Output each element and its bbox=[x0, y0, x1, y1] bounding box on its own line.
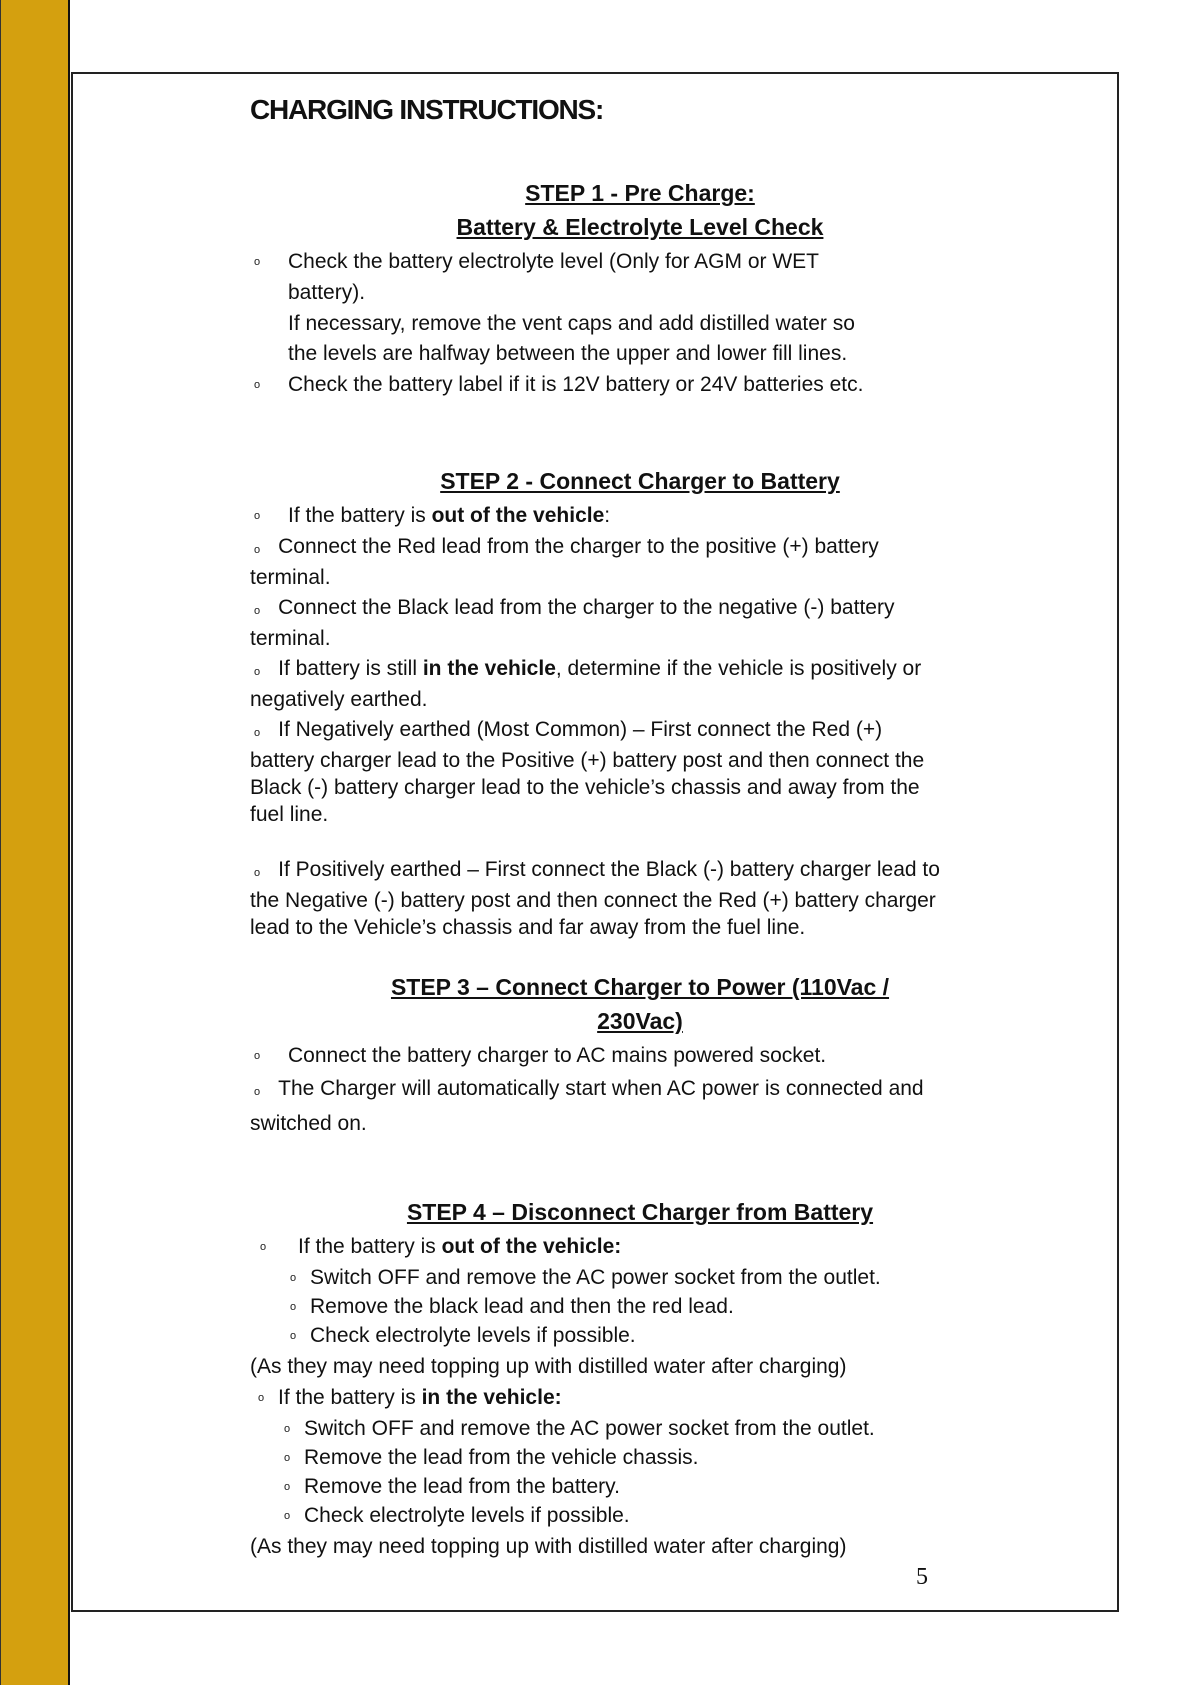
text-span: If battery is still bbox=[278, 657, 423, 680]
list-item bbox=[250, 502, 950, 529]
note-text: (As they may need topping up with distilled water after charging) bbox=[250, 1355, 847, 1378]
list-item bbox=[250, 1322, 950, 1349]
bullet-icon: o bbox=[254, 1050, 261, 1062]
text-line: Check the battery electrolyte level (Only for AGM or WET bbox=[288, 250, 820, 273]
bullet-icon: o bbox=[254, 867, 261, 879]
step-3-section bbox=[250, 970, 950, 1140]
text-span: Remove the lead from the battery. bbox=[304, 1475, 620, 1498]
side-accent-bar bbox=[0, 0, 70, 1685]
text-span: If Negatively earthed (Most Common) – First connect the Red (+) battery charger lead to the Positive (+) battery post and then connect the Black (-) battery charger lead to the vehicle’s chassis and away from the fuel line. bbox=[250, 718, 925, 826]
list-item bbox=[250, 1473, 950, 1500]
instructions-content bbox=[250, 88, 950, 1564]
bullet-icon: o bbox=[254, 1086, 261, 1098]
bullet-icon: o bbox=[254, 510, 261, 522]
list-item bbox=[250, 1264, 950, 1291]
list-item bbox=[250, 655, 950, 713]
bullet-icon: o bbox=[290, 1272, 297, 1284]
list-item bbox=[250, 1233, 950, 1260]
bullet-icon: o bbox=[254, 379, 261, 391]
list-item bbox=[250, 1415, 950, 1442]
list-item bbox=[250, 1444, 950, 1471]
bullet-icon: o bbox=[254, 727, 261, 739]
step-4-title: STEP 4 – Disconnect Charger from Battery bbox=[406, 1199, 874, 1225]
text-span: Switch OFF and remove the AC power socket from the outlet. bbox=[310, 1266, 881, 1289]
text-span: : bbox=[604, 504, 611, 527]
text-span: If the battery is bbox=[288, 504, 432, 527]
list-item bbox=[250, 1384, 950, 1411]
list-item bbox=[250, 594, 950, 652]
list-item bbox=[250, 248, 950, 367]
step-1-title: STEP 1 - Pre Charge: bbox=[525, 180, 755, 206]
list-item bbox=[250, 1073, 950, 1140]
list-item bbox=[250, 1293, 950, 1320]
list-item bbox=[250, 716, 950, 828]
text-span: , determine if the vehicle is positively or negatively earthed. bbox=[250, 657, 922, 711]
bullet-icon: o bbox=[254, 666, 261, 678]
note-text: (As they may need topping up with distilled water after charging) bbox=[250, 1535, 847, 1558]
text-span: Connect the battery charger to AC mains powered socket. bbox=[288, 1044, 827, 1067]
text-bold: in the vehicle bbox=[422, 657, 556, 680]
step-2-title: STEP 2 - Connect Charger to Battery bbox=[440, 468, 840, 494]
list-item bbox=[250, 371, 950, 398]
bullet-icon: o bbox=[254, 605, 261, 617]
text-span: Check electrolyte levels if possible. bbox=[304, 1504, 630, 1527]
text-span: The Charger will automatically start when AC power is connected and switched on. bbox=[250, 1077, 924, 1135]
text-span: Connect the Red lead from the charger to the positive (+) battery terminal. bbox=[250, 535, 879, 589]
step-2-section bbox=[250, 464, 950, 941]
step-4-section bbox=[250, 1195, 950, 1560]
text-span: If the battery is bbox=[298, 1235, 442, 1258]
text-bold: in the vehicle: bbox=[421, 1386, 562, 1409]
bullet-icon: o bbox=[284, 1510, 291, 1522]
bullet-icon: o bbox=[284, 1423, 291, 1435]
text-span: Check electrolyte levels if possible. bbox=[310, 1324, 636, 1347]
bullet-icon: o bbox=[284, 1481, 291, 1493]
bullet-icon: o bbox=[290, 1330, 297, 1342]
page-title: CHARGING INSTRUCTIONS: bbox=[250, 94, 604, 125]
list-item bbox=[250, 1042, 950, 1069]
bullet-icon: o bbox=[290, 1301, 297, 1313]
step-3-title: STEP 3 – Connect Charger to Power (110Vac / bbox=[390, 974, 890, 1000]
step-1-subtitle: Battery & Electrolyte Level Check bbox=[456, 214, 824, 240]
text-line: Check the battery label if it is 12V battery or 24V batteries etc. bbox=[288, 373, 864, 396]
text-span: Remove the lead from the vehicle chassis. bbox=[304, 1446, 699, 1469]
step-3-title-cont: 230Vac) bbox=[597, 1008, 683, 1034]
text-line: battery). bbox=[288, 281, 366, 304]
bullet-icon: o bbox=[258, 1392, 265, 1404]
text-line: the levels are halfway between the upper and lower fill lines. bbox=[288, 342, 848, 365]
bullet-icon: o bbox=[254, 256, 261, 268]
bullet-icon: o bbox=[284, 1452, 291, 1464]
text-span: Connect the Black lead from the charger to the negative (-) battery terminal. bbox=[250, 596, 895, 650]
list-item bbox=[250, 1502, 950, 1529]
list-item bbox=[250, 533, 950, 591]
text-span: If Positively earthed – First connect the Black (-) battery charger lead to the Negative (-) battery post and then connect the Red (+) battery charger lead to the Vehicle’s chassis and far away from the fuel line. bbox=[250, 858, 940, 939]
text-span: Switch OFF and remove the AC power socket from the outlet. bbox=[304, 1417, 875, 1440]
page-number: 5 bbox=[916, 1564, 928, 1590]
text-span: If the battery is bbox=[278, 1386, 422, 1409]
text-bold: out of the vehicle bbox=[431, 504, 605, 527]
text-line: If necessary, remove the vent caps and add distilled water so bbox=[288, 312, 855, 335]
bullet-icon: o bbox=[254, 544, 261, 556]
bullet-icon: o bbox=[260, 1241, 267, 1253]
text-bold: out of the vehicle: bbox=[441, 1235, 622, 1258]
step-1-section bbox=[250, 176, 950, 398]
text-span: Remove the black lead and then the red lead. bbox=[310, 1295, 734, 1318]
list-item bbox=[250, 856, 950, 941]
